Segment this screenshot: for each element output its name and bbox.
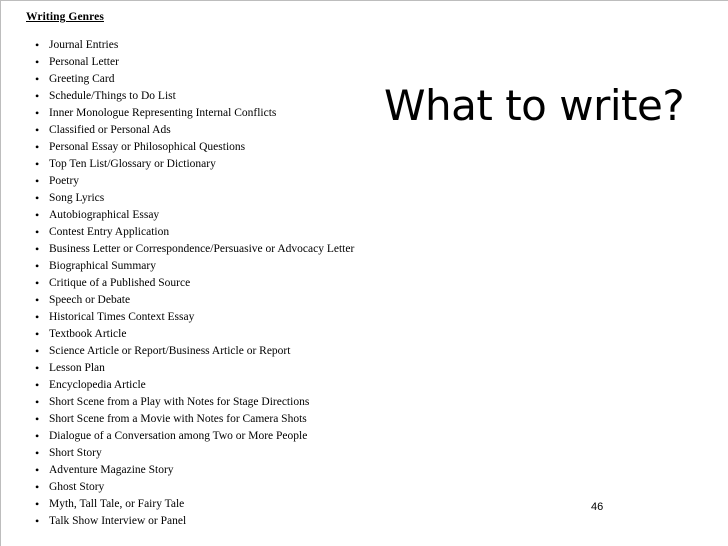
list-item: • Personal Essay or Philosophical Questions — [35, 139, 365, 156]
list-item: • Biographical Summary — [35, 258, 365, 275]
list-item: • Personal Letter — [35, 54, 365, 71]
slide-title: What to write? — [384, 81, 685, 130]
list-item: • Adventure Magazine Story — [35, 462, 365, 479]
list-item: • Classified or Personal Ads — [35, 122, 365, 139]
list-item: • Inner Monologue Representing Internal Conflicts — [35, 105, 365, 122]
list-item: • Ghost Story — [35, 479, 365, 496]
list-item: • Lesson Plan — [35, 360, 365, 377]
list-item: • Historical Times Context Essay — [35, 309, 365, 326]
list-item: • Schedule/Things to Do List — [35, 88, 365, 105]
list-item: • Contest Entry Application — [35, 224, 365, 241]
list-item: • Science Article or Report/Business Article or Report — [35, 343, 365, 360]
list-item: • Talk Show Interview or Panel — [35, 513, 365, 530]
list-item: • Short Scene from a Play with Notes for Stage Directions — [35, 394, 365, 411]
list-item: • Poetry — [35, 173, 365, 190]
genres-list — [35, 37, 365, 530]
list-item: • Business Letter or Correspondence/Persuasive or Advocacy Letter — [35, 241, 365, 258]
page-number: 46 — [591, 501, 604, 513]
list-item: • Speech or Debate — [35, 292, 365, 309]
list-item: • Textbook Article — [35, 326, 365, 343]
list-item: • Autobiographical Essay — [35, 207, 365, 224]
list-item: • Myth, Tall Tale, or Fairy Tale — [35, 496, 365, 513]
list-item: • Encyclopedia Article — [35, 377, 365, 394]
list-item: • Journal Entries — [35, 37, 365, 54]
list-item: • Dialogue of a Conversation among Two or More People — [35, 428, 365, 445]
list-item: • Critique of a Published Source — [35, 275, 365, 292]
list-item: • Song Lyrics — [35, 190, 365, 207]
list-item: • Short Story — [35, 445, 365, 462]
list-item: • Greeting Card — [35, 71, 365, 88]
list-item: • Short Scene from a Movie with Notes for Camera Shots — [35, 411, 365, 428]
list-item: • Top Ten List/Glossary or Dictionary — [35, 156, 365, 173]
genres-heading: Writing Genres — [26, 11, 104, 23]
